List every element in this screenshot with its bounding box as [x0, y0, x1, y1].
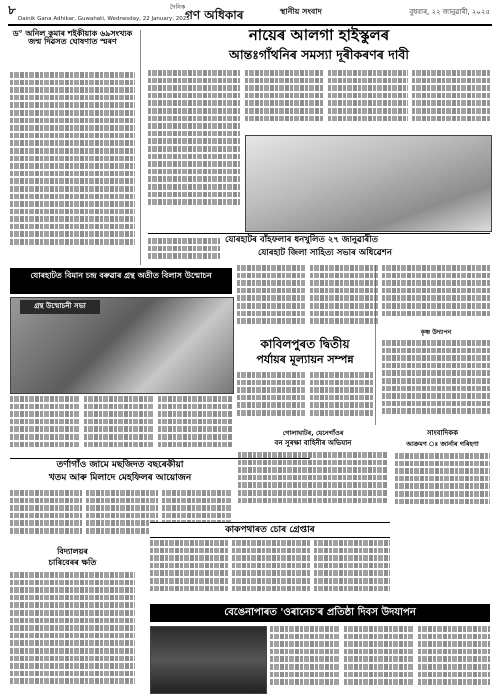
story-kabilpur-headline-2: পৰ্যায়ৰ মূল্যায়ন সম্পন্ন — [256, 353, 354, 366]
paper-prefix: দৈনিক — [170, 4, 186, 11]
school-building-photo — [245, 135, 492, 232]
story-journalist-body — [395, 453, 490, 513]
story-book-body-c — [158, 396, 232, 456]
story-book-headline: যোৰহাটত বিমান চন্দ্ৰ বৰুৱাৰ গ্ৰন্থ অতীত বিলাস উন্মোচন — [10, 268, 232, 294]
story-thief-headline: কাকপথাৰত চোৰ গ্ৰেপ্তাৰ — [150, 522, 390, 538]
story-oranej-headline: বেঙেনাপাৰত 'ওৰানেচ'ৰ প্ৰতিষ্ঠা দিবস উদযাপন — [150, 604, 490, 622]
story-book-body-a — [10, 396, 80, 456]
section-rule — [148, 233, 490, 234]
story-masjid-headline-2: খতম আৰু মিলাদে মেহফিলৰ আয়োজন — [48, 473, 192, 483]
page-number: ৮ — [8, 3, 16, 17]
story-forest-headline-bottom: বন সুৰক্ষা বাহিনীৰ অভিযান — [274, 439, 352, 447]
story-sabha-body-c — [310, 265, 378, 335]
photo-banner — [20, 300, 100, 314]
story-forest-headline-top: গোলাঘাটৰ, যেনেগাঁওৰ — [282, 429, 344, 437]
story-sabha-body-b — [237, 265, 305, 335]
story-book-body-b — [84, 396, 154, 456]
story-oranej-body-b — [344, 626, 414, 692]
story-journalist-headline-bottom: আক্ৰমণ ঃ জাৰ্নাৰ গৰিহণা — [406, 440, 479, 448]
story-utsav-headline: কৃষ্ণ উদ্যাপন — [420, 329, 452, 336]
story-school-body-col1 — [148, 70, 240, 220]
story-wall-headline-2: চাৰিবেৰৰ ক্ষতি — [48, 558, 97, 567]
story-kabilpur-body-a — [237, 372, 305, 424]
story-oranej-body-c — [418, 626, 490, 692]
story-school-body-col4 — [412, 70, 490, 130]
english-dateline: Dainik Gana Adhikar, Guwahati, Wednesday, 22 January, 2025 — [18, 16, 190, 22]
story-kabilpur-headline-1: কাবিলপুৰত দ্বিতীয় — [260, 337, 350, 351]
story-masjid-body-a — [10, 490, 82, 540]
story-school-headline-bottom: আন্তঃগাঁথনিৰ সমস্যা দূৰীকৰণৰ দাবী — [229, 47, 409, 62]
oranej-event-photo — [150, 626, 267, 694]
paper-name: গণ অধিকাৰ — [185, 8, 244, 22]
date-assamese: বুধবাৰ, ২২ জানুৱাৰী, ২০২৫ — [409, 8, 490, 16]
story-utsav-body — [382, 340, 490, 425]
column-divider — [140, 30, 141, 265]
story-sabha-body-a — [148, 238, 220, 262]
story-masjid-body-b — [86, 490, 158, 540]
story-sabha-headline-2: যোৰহাট জিলা সাহিত্য সভাৰ অধিৱেশন — [258, 248, 392, 258]
photo-banner-text: গ্ৰন্থ উন্মোচনী সভা — [34, 302, 86, 310]
story-school-headline-top: নায়েৰ আলগা হাইস্কুলৰ — [248, 26, 390, 44]
story-forest-body — [238, 452, 388, 512]
story-school-body-col3 — [328, 70, 408, 130]
story-wall-body — [10, 572, 135, 692]
story-thief-body-c — [314, 540, 390, 600]
section-label: স্থানীয় সংবাদ — [280, 7, 322, 16]
story-school-body-col2 — [245, 70, 323, 130]
story-thief-body-b — [232, 540, 310, 600]
story-wall-headline-1: বিদ্যালয়ৰ — [57, 547, 88, 556]
story-sabha-body-d — [382, 265, 490, 325]
story-kabilpur-body-b — [310, 372, 374, 424]
story-oranej-body-a — [270, 626, 340, 692]
story-thief-body-a — [150, 540, 228, 600]
story-masjid-headline-1: তৰ্ণাগাঁও জামে মছজিদত বছৰেকীয়া — [56, 460, 184, 470]
story-anil-headline: ড° অনিল কুমাৰ শইকীয়াক ৬৯সংখ্যক জন্ম দিৱসত ঘোষণাত স্মৰণ — [12, 29, 133, 47]
story-journalist-headline-top: সাংবাদিকক — [426, 429, 459, 437]
story-sabha-headline-1: যোৰহাটৰ বাঁহফলাৰ ধনখুলিত ২৭ জানুৱাৰীত — [225, 235, 379, 245]
story-anil-body — [10, 72, 135, 262]
